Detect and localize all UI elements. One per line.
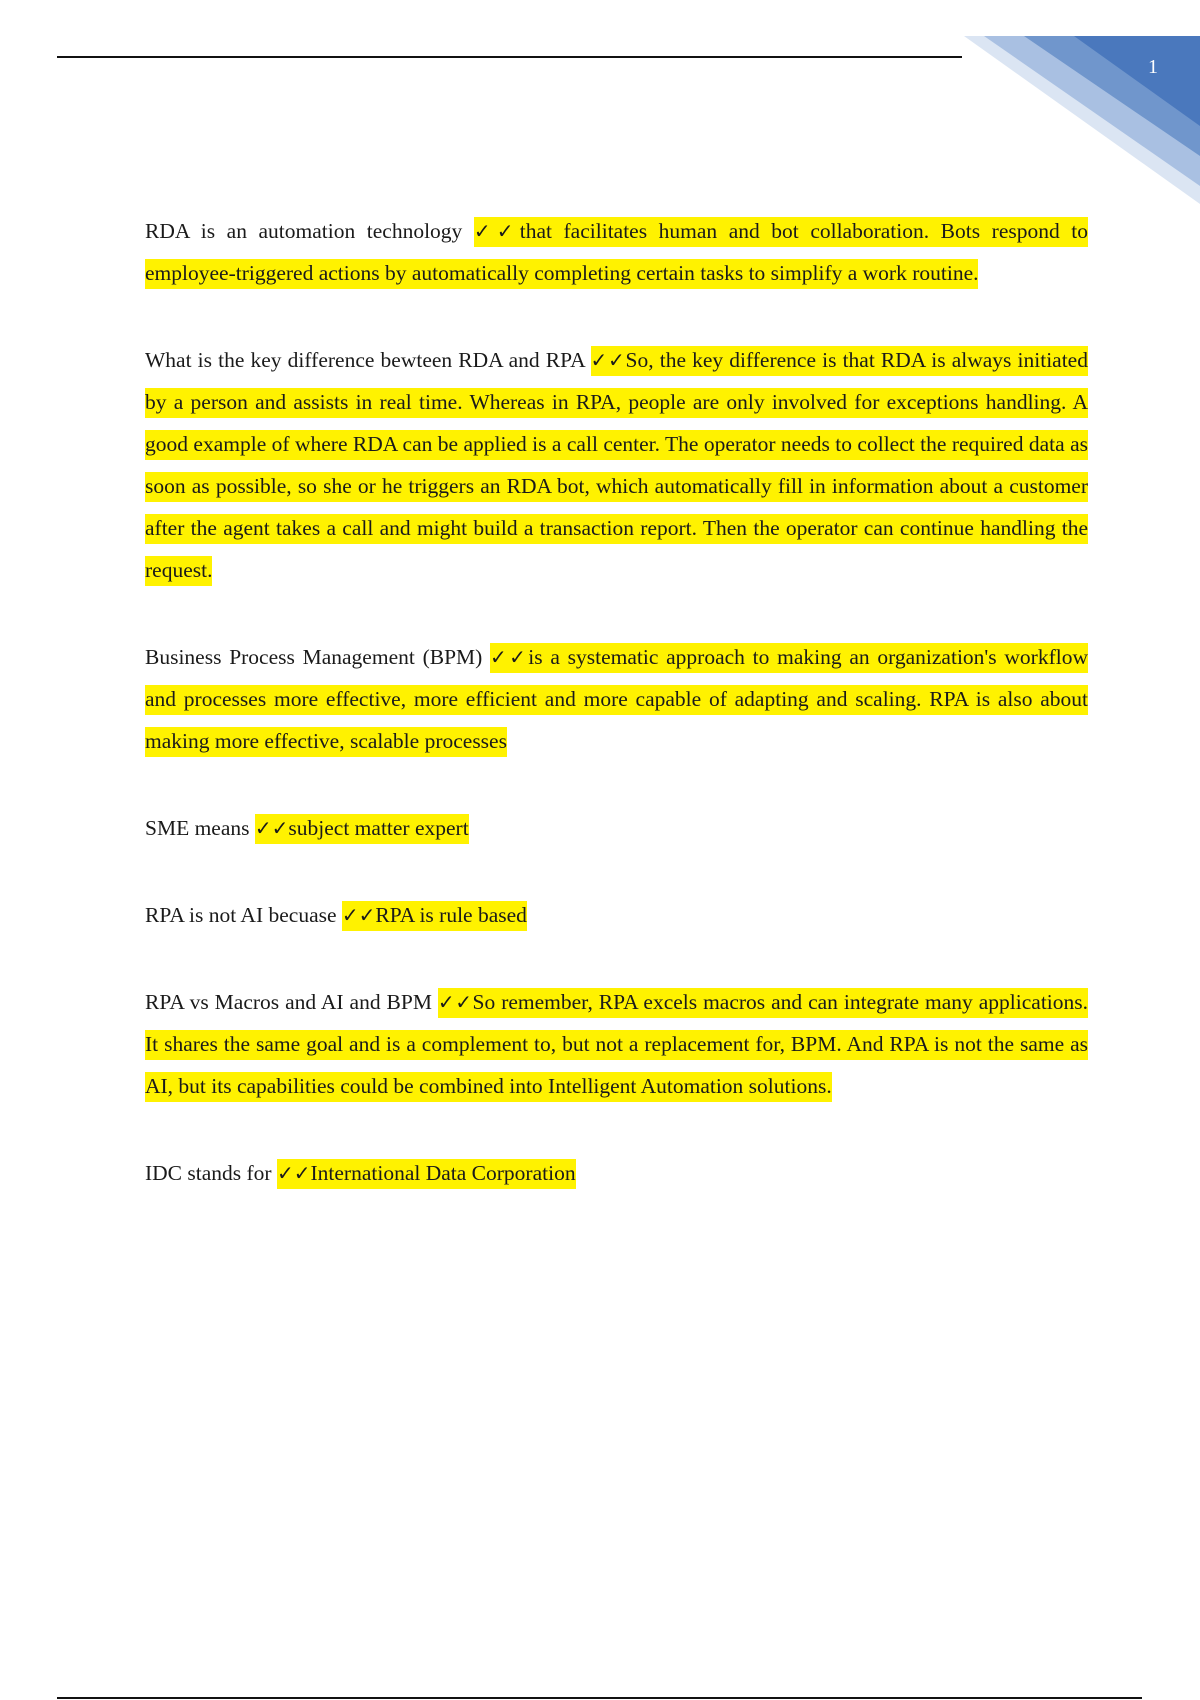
- document-body: [145, 210, 1088, 1239]
- double-check-icon: ✓✓: [276, 1161, 311, 1185]
- answer-highlight: [342, 901, 527, 931]
- question-text: RPA vs Macros and AI and BPM: [145, 990, 438, 1014]
- answer-text: RPA is rule based: [375, 903, 527, 927]
- footer-rule: [57, 1697, 1142, 1699]
- answer-text: that facilitates human and bot collaboration. Bots respond to employee-triggered actions by automatically completing certain tasks to simplify a work routine.: [145, 219, 1089, 285]
- question-text: SME means: [145, 816, 255, 840]
- question-text: What is the key difference bewteen RDA and RPA: [145, 348, 591, 372]
- header-rule: [57, 56, 962, 58]
- question-text: RPA is not AI becuase: [145, 903, 342, 927]
- answer-text: International Data Corporation: [310, 1161, 576, 1185]
- qa-item: [145, 1152, 1088, 1194]
- double-check-icon: ✓✓: [341, 903, 376, 927]
- answer-text: So remember, RPA excels macros and can integrate many applications. It shares the same goal and is a complement to, but not a replacement for, BPM. And RPA is not the same as AI, but its capabilities could be combined into Intelligent Automation solutions.: [145, 990, 1089, 1098]
- answer-highlight: [145, 346, 1088, 586]
- qa-item: [145, 636, 1088, 762]
- answer-text: is a systematic approach to making an organization's workflow and processes more effective, more efficient and more capable of adapting and scaling. RPA is also about making more effective, scalable processes: [145, 645, 1088, 753]
- page-number: 1: [1148, 56, 1158, 78]
- question-text: Business Process Management (BPM): [145, 645, 491, 669]
- double-check-icon: ✓✓: [254, 816, 289, 840]
- double-check-icon: ✓✓: [473, 219, 520, 243]
- qa-item: [145, 981, 1088, 1107]
- qa-item: [145, 807, 1088, 849]
- qa-item: [145, 339, 1088, 591]
- answer-text: So, the key difference is that RDA is always initiated by a person and assists in real time. Whereas in RPA, people are only involved for exceptions handling. A good example of where RDA can be applied is a call center. The operator needs to collect the required data as soon as possible, so she or he triggers an RDA bot, which automatically fill in information about a customer after the agent takes a call and might build a transaction report. Then the operator can continue handling the request.: [145, 348, 1088, 582]
- answer-text: subject matter expert: [288, 816, 469, 840]
- answer-highlight: [277, 1159, 576, 1189]
- qa-item: [145, 894, 1088, 936]
- corner-decoration: [964, 36, 1200, 204]
- answer-highlight: [255, 814, 469, 844]
- double-check-icon: ✓✓: [437, 990, 473, 1014]
- qa-item: [145, 210, 1088, 294]
- question-text: IDC stands for: [145, 1161, 277, 1185]
- question-text: RDA is an automation technology: [145, 219, 474, 243]
- double-check-icon: ✓✓: [490, 645, 529, 669]
- double-check-icon: ✓✓: [590, 348, 626, 372]
